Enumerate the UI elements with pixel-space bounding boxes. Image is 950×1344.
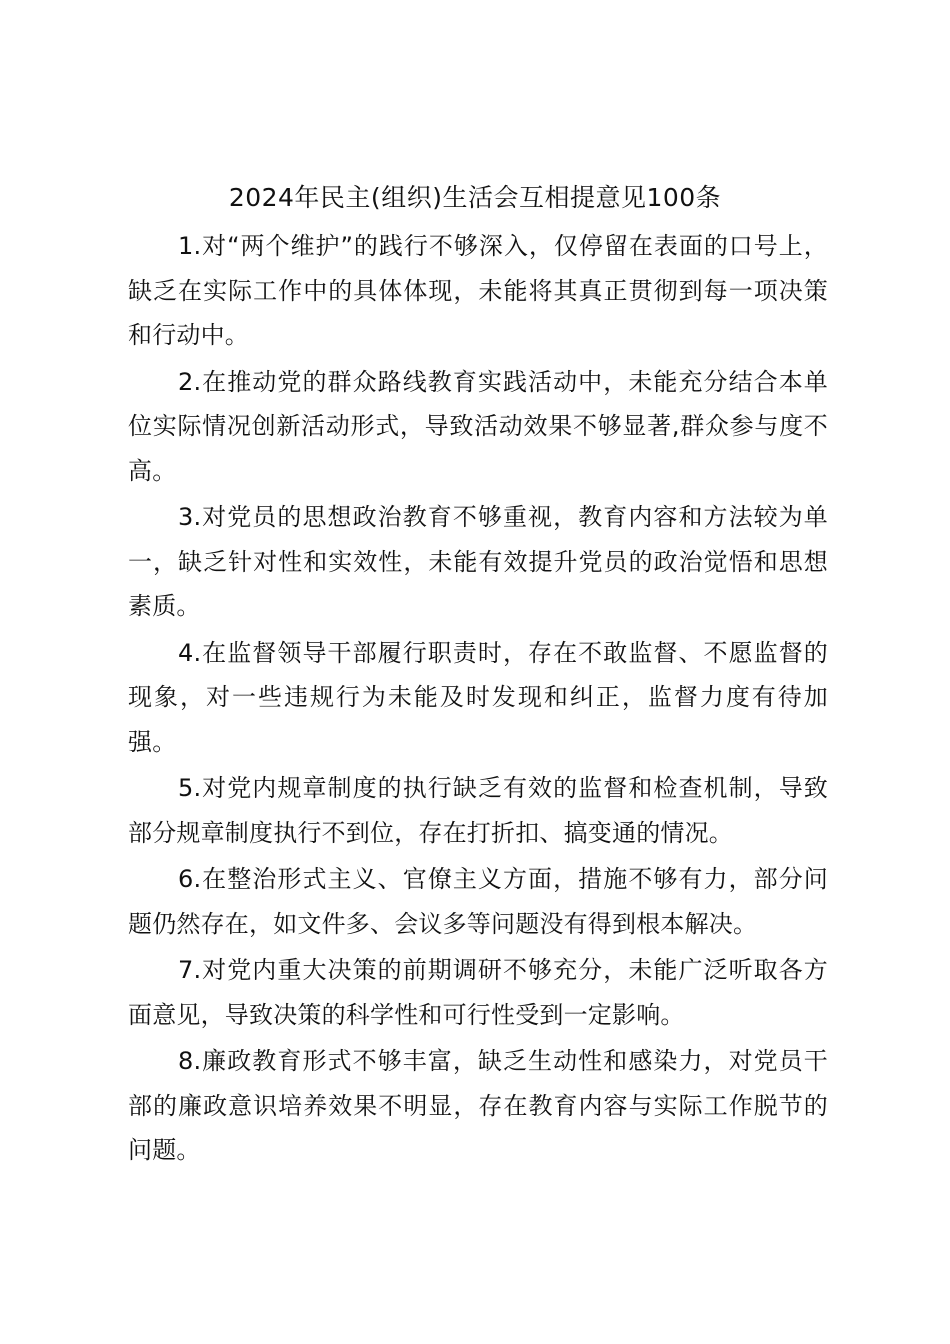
paragraph-3: 3.对党员的思想政治教育不够重视，教育内容和方法较为单一，缺乏针对性和实效性，未能有效提升党员的政治觉悟和思想素质。 xyxy=(128,503,828,620)
paragraph-6: 6.在整治形式主义、官僚主义方面，措施不够有力，部分问题仍然存在，如文件多、会议多等问题没有得到根本解决。 xyxy=(128,865,828,938)
paragraph-7: 7.对党内重大决策的前期调研不够充分，未能广泛听取各方面意见，导致决策的科学性和可行性受到一定影响。 xyxy=(128,956,828,1029)
paragraph-5: 5.对党内规章制度的执行缺乏有效的监督和检查机制，导致部分规章制度执行不到位，存在打折扣、搞变通的情况。 xyxy=(128,774,828,847)
paragraph-2: 2.在推动党的群众路线教育实践活动中，未能充分结合本单位实际情况创新活动形式，导致活动效果不够显著,群众参与度不高。 xyxy=(128,367,828,485)
paragraph-8: 8.廉政教育形式不够丰富，缺乏生动性和感染力，对党员干部的廉政意识培养效果不明显，存在教育内容与实际工作脱节的问题。 xyxy=(128,1047,828,1164)
document-title: 2024年民主(组织)生活会互相提意见100条 xyxy=(228,183,722,212)
paragraph-1: 1.对“两个维护”的践行不够深入，仅停留在表面的口号上，缺乏在实际工作中的具体体现，未能将其真正贯彻到每一项决策和行动中。 xyxy=(128,232,828,349)
document-body xyxy=(128,224,828,1175)
paragraph-4: 4.在监督领导干部履行职责时，存在不敢监督、不愿监督的现象，对一些违规行为未能及时发现和纠正，监督力度有待加强。 xyxy=(128,638,828,756)
